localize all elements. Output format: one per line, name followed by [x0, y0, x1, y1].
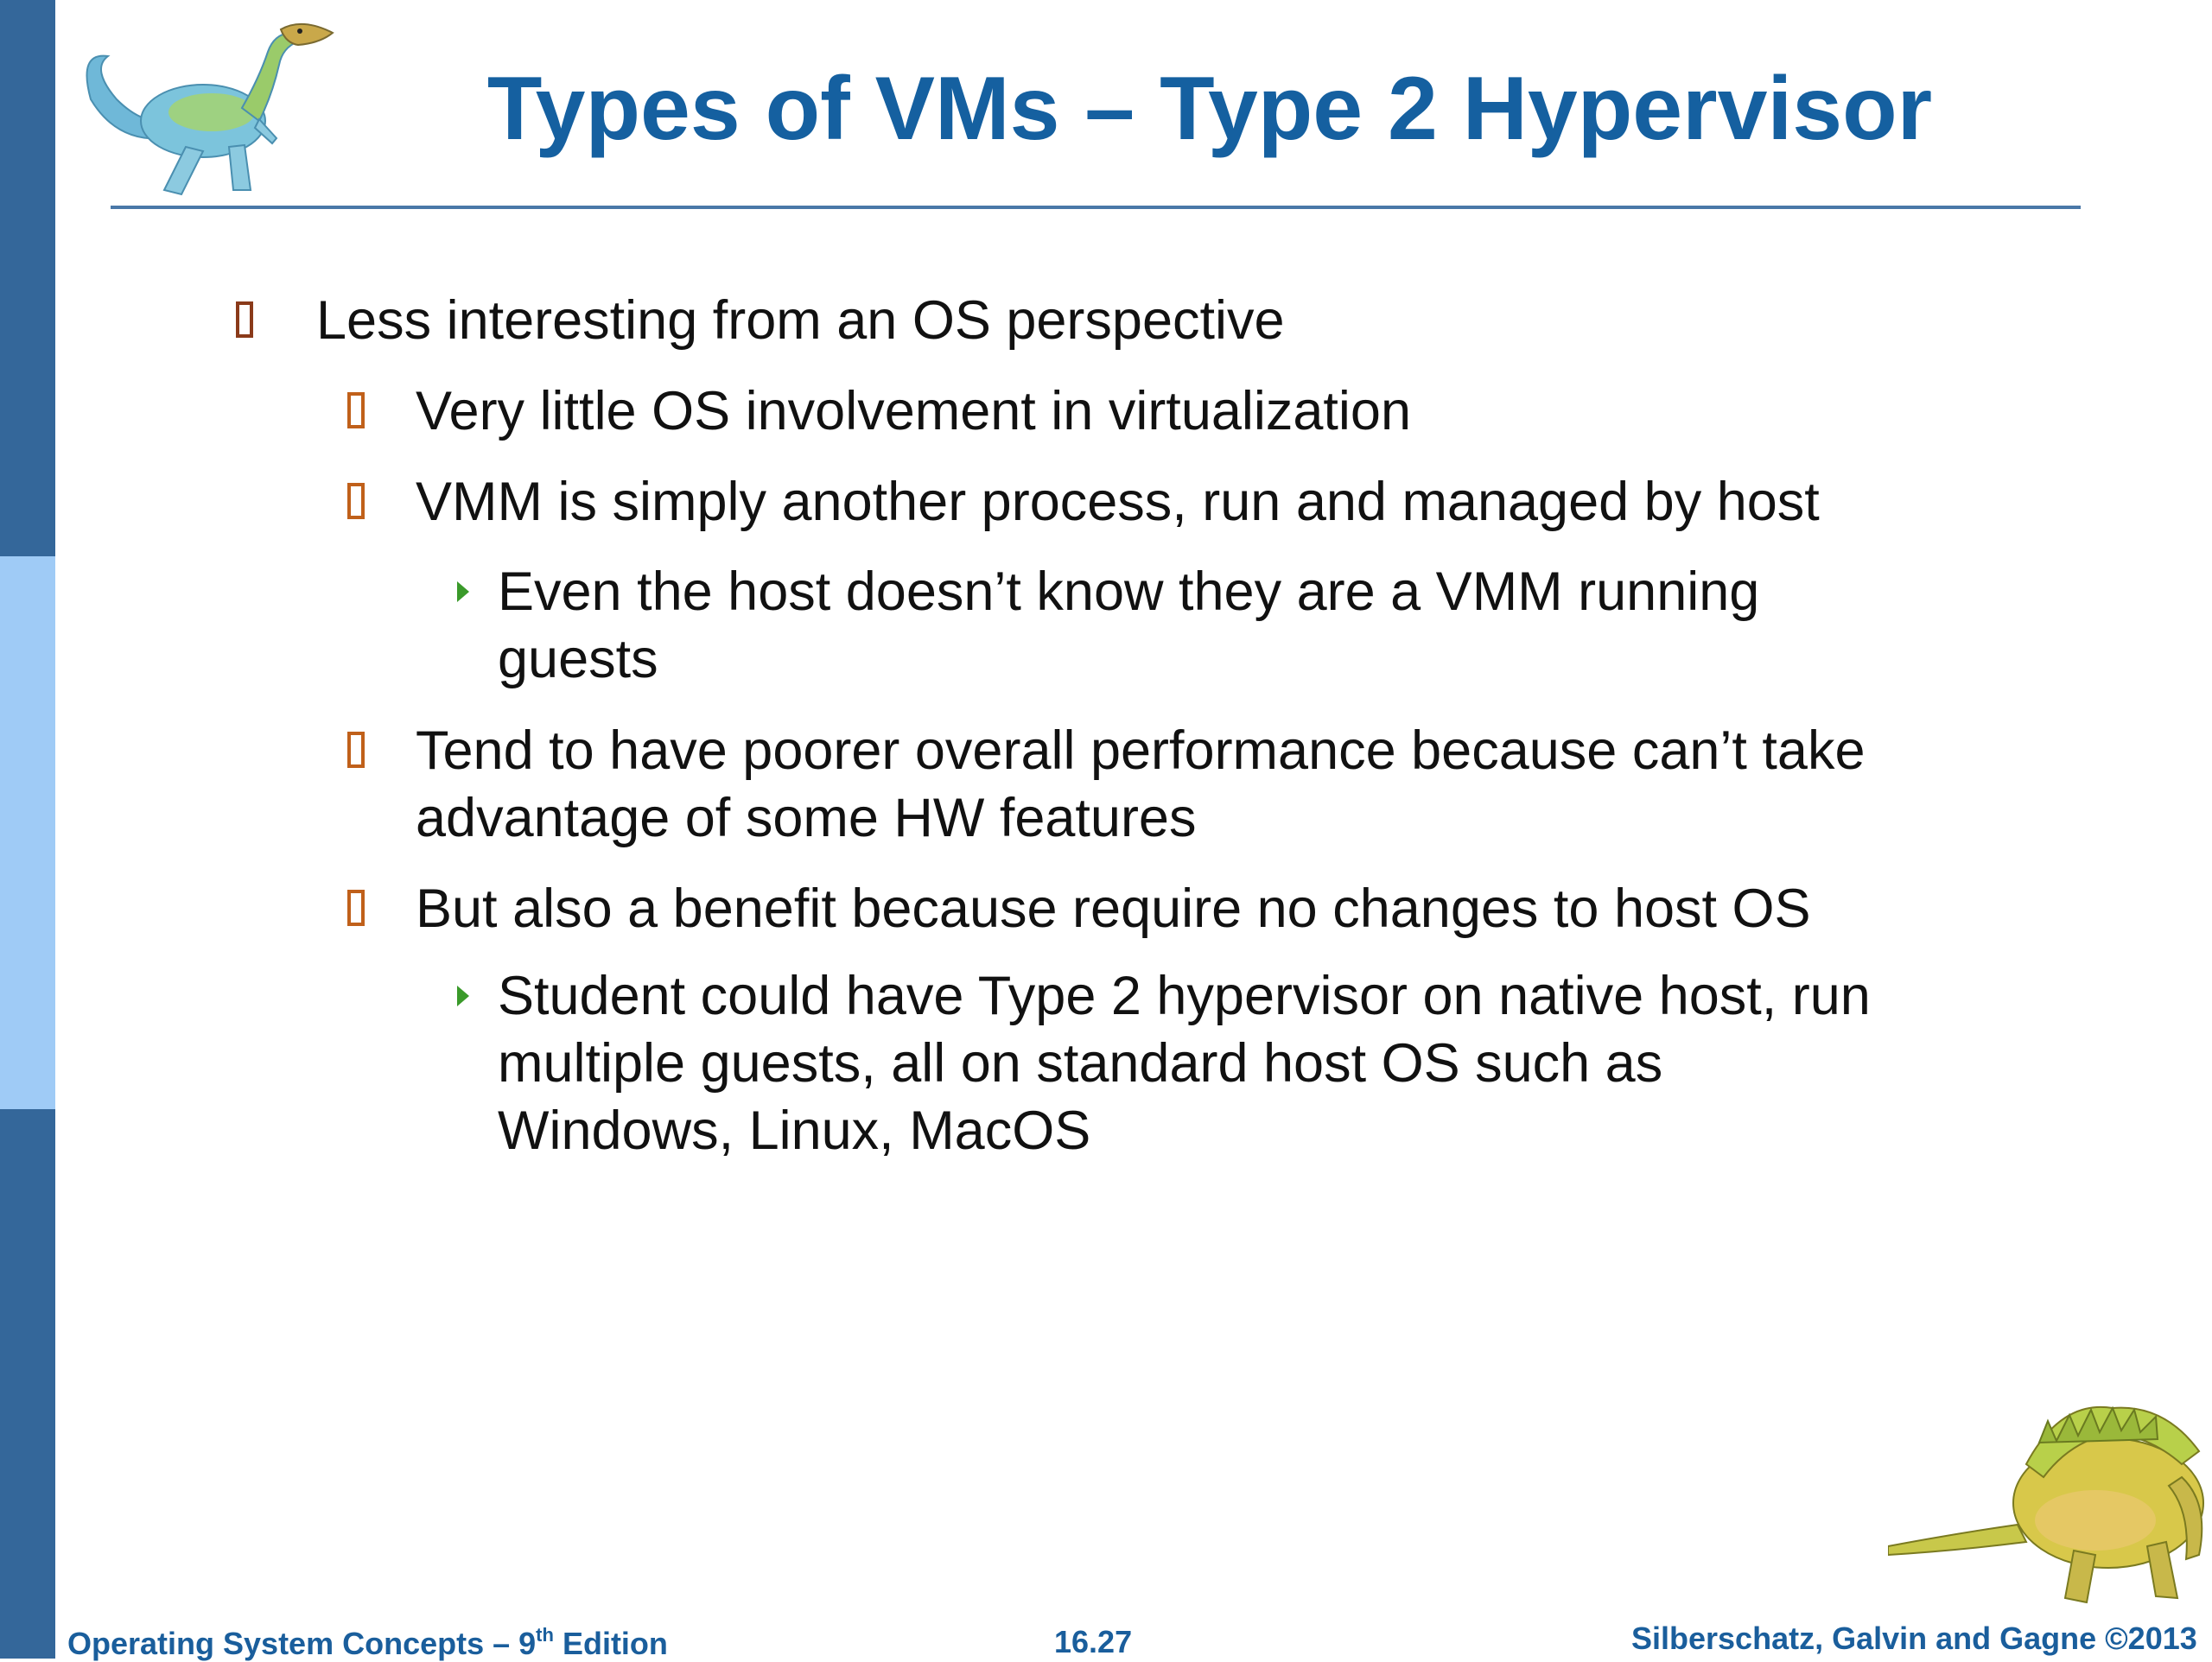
footer-copyright: Silberschatz, Galvin and Gagne ©2013 — [1631, 1621, 2197, 1656]
bullet-level2: Very little OS involvement in virtualization — [416, 381, 1411, 441]
bullet-marker-icon — [347, 732, 365, 768]
bullet-marker-icon — [347, 392, 365, 428]
bullet-marker-icon — [347, 483, 365, 519]
dinosaur-icon — [1888, 1382, 2212, 1611]
bullet-level3-cont: guests — [498, 629, 658, 689]
bullet-level2: VMM is simply another process, run and managed by host — [416, 472, 1820, 532]
footer-slide-number: 16.27 — [1054, 1624, 1133, 1659]
bullet-level1: Less interesting from an OS perspective — [316, 290, 1285, 351]
bullet-marker-icon — [236, 301, 253, 338]
bullet-level3-cont: Windows, Linux, MacOS — [498, 1101, 1091, 1161]
triangle-bullet-icon — [457, 986, 469, 1006]
bullet-marker-icon — [347, 890, 365, 926]
bullet-level3-cont: multiple guests, all on standard host OS such as — [498, 1033, 1663, 1094]
footer-book-title: Operating System Concepts – 9th Edition — [67, 1624, 668, 1661]
bullet-level2: Tend to have poorer overall performance because can’t take — [416, 720, 1866, 781]
bullet-level3: Student could have Type 2 hypervisor on native host, run — [498, 966, 1871, 1026]
triangle-bullet-icon — [457, 581, 469, 602]
bullet-level3: Even the host doesn’t know they are a VMM running — [498, 561, 1760, 622]
slide-title: Types of VMs – Type 2 Hypervisor — [486, 59, 1933, 159]
bullet-level2-cont: advantage of some HW features — [416, 788, 1197, 848]
bullet-level2: But also a benefit because require no changes to host OS — [416, 879, 1811, 939]
